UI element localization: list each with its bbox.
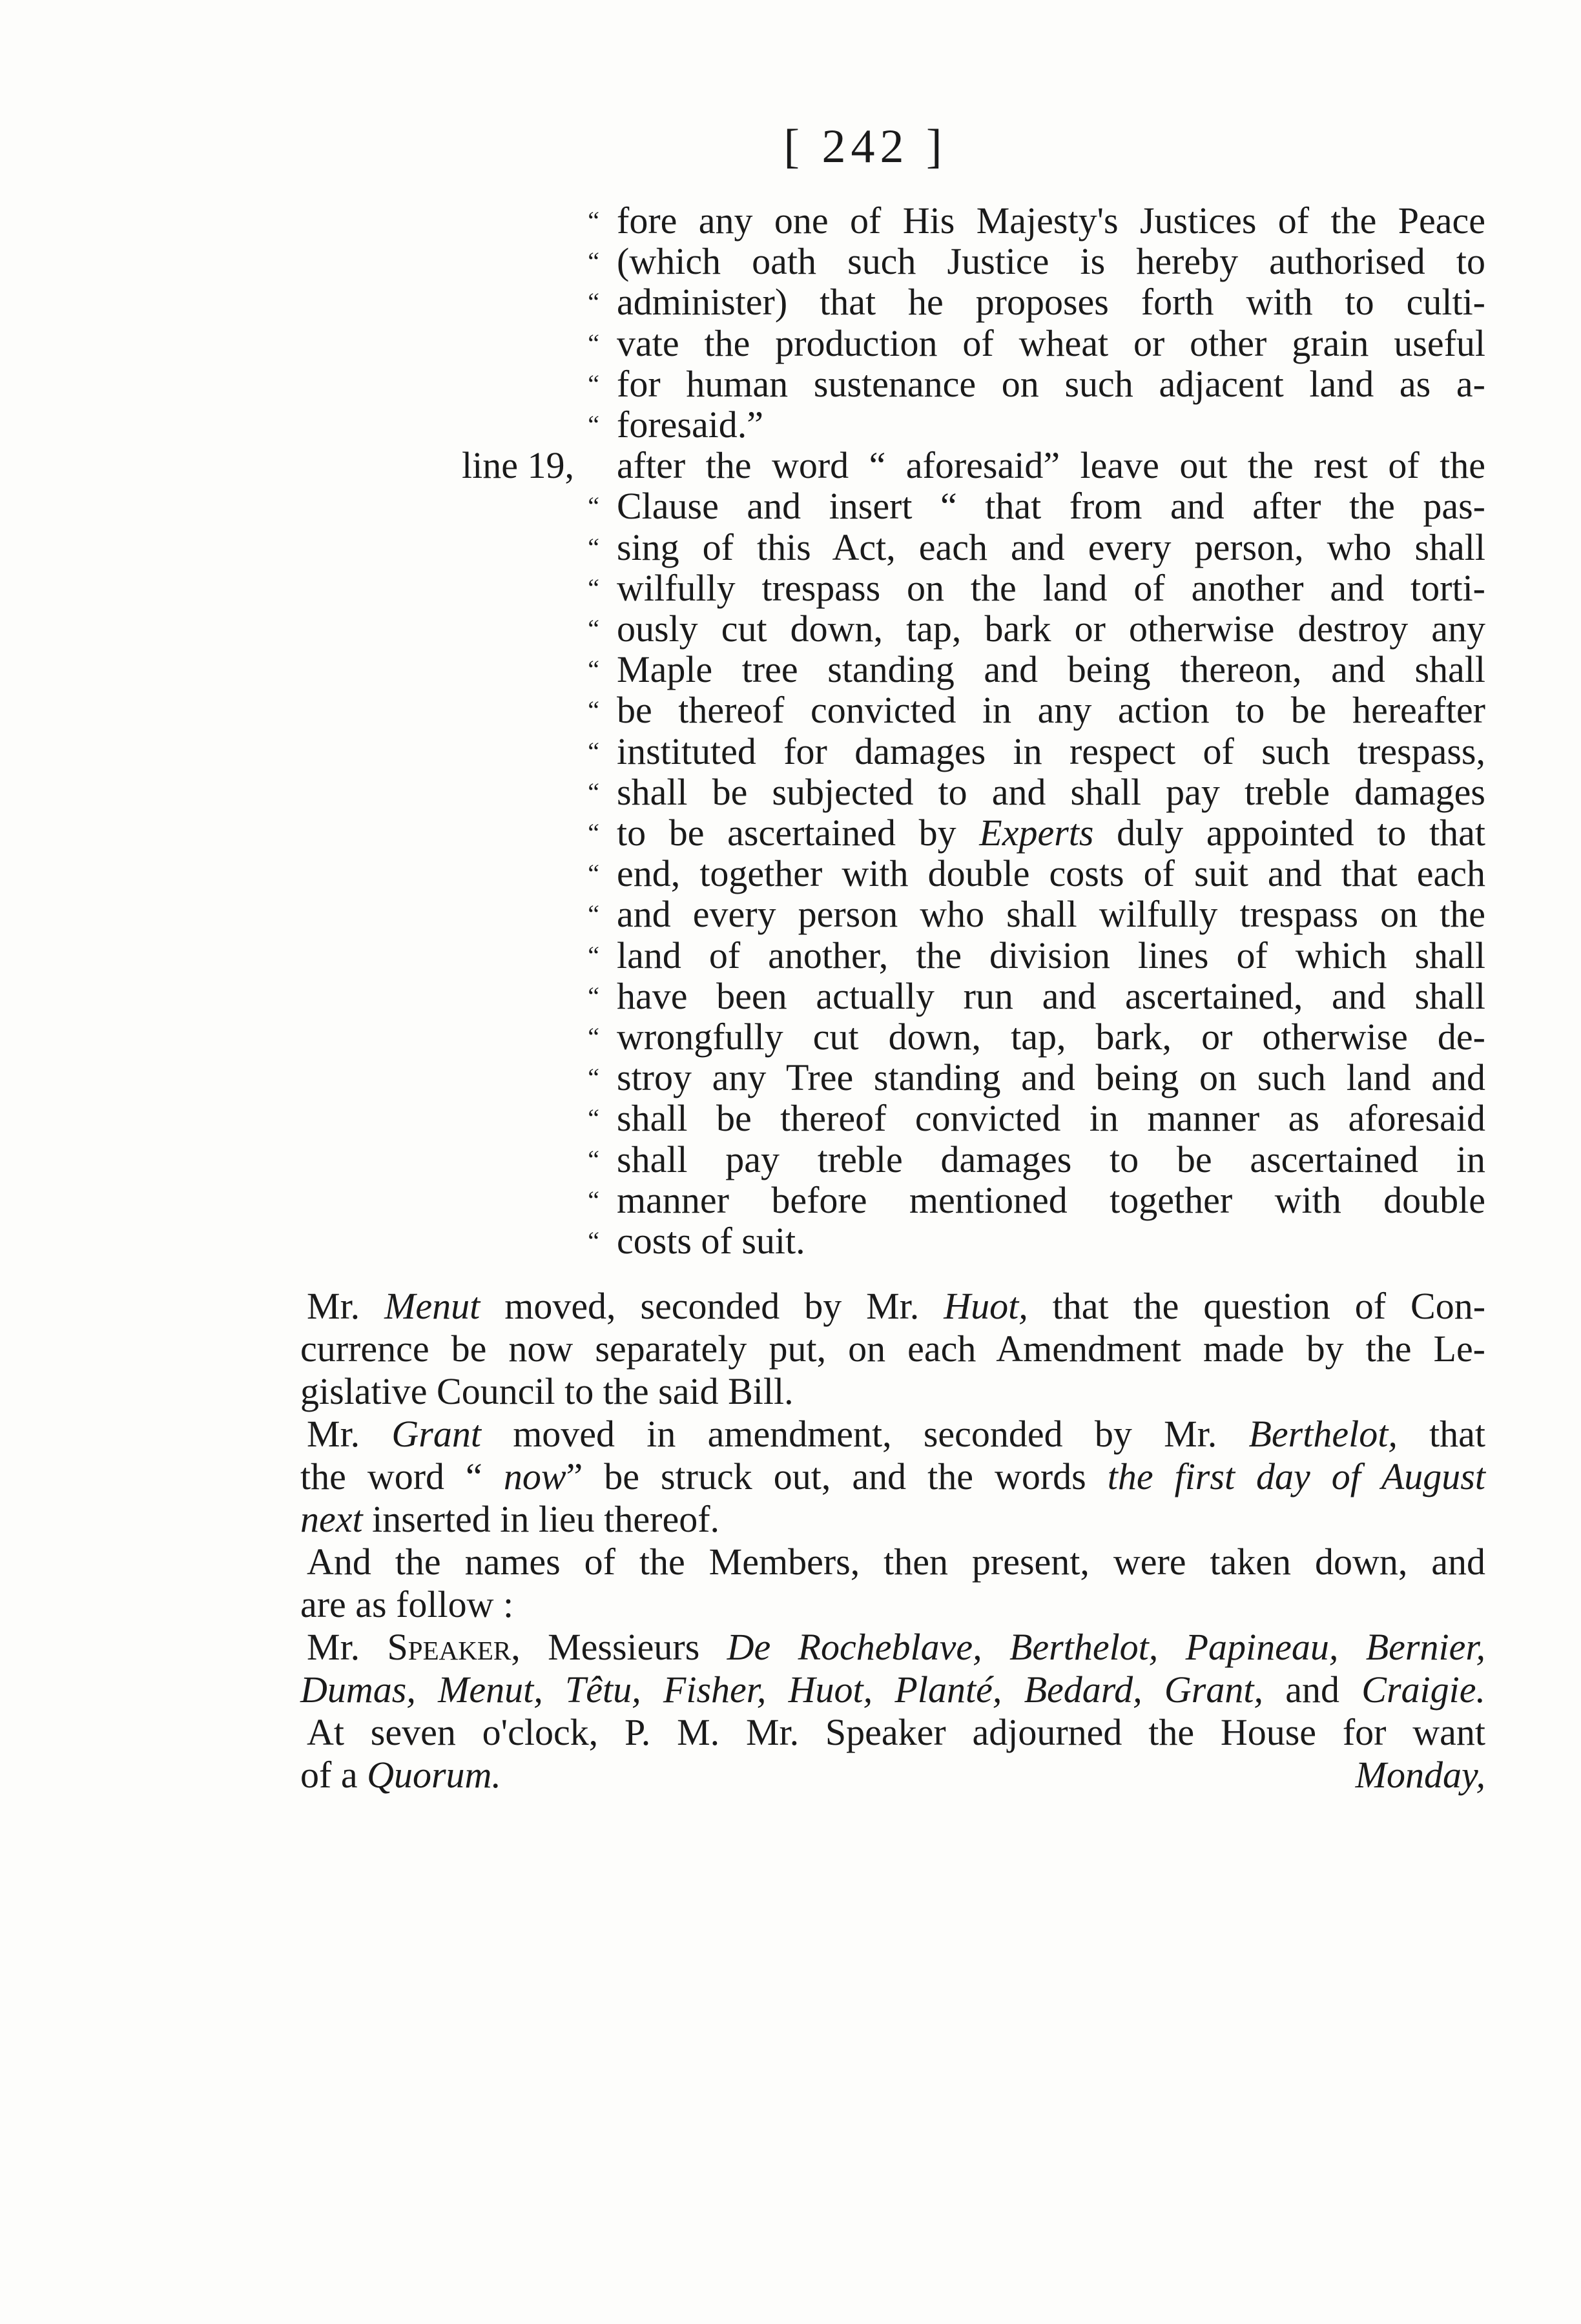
amendment-line bbox=[0, 200, 1581, 242]
text-run: Mr. bbox=[307, 1413, 392, 1455]
amendment-text: end, together with double costs of suit and that each bbox=[617, 852, 1485, 895]
quotation-mark: “ bbox=[588, 695, 599, 725]
amendment-text: wrongfully cut down, tap, bark, or otherwise de- bbox=[617, 1016, 1485, 1058]
paragraph-2-line-3 bbox=[300, 1498, 1485, 1541]
paragraph-3-line-1: And the names of the Members, then present, were taken down, and bbox=[307, 1541, 1485, 1583]
amendment-text: after the word “ aforesaid” leave out the rest of the bbox=[617, 444, 1485, 487]
amendment-text: instituted for damages in respect of such trespass, bbox=[617, 730, 1485, 772]
quotation-mark: “ bbox=[588, 981, 599, 1011]
amendment-line bbox=[0, 894, 1581, 935]
paragraph-1-line-1 bbox=[307, 1285, 1485, 1328]
text-run: and bbox=[1263, 1669, 1362, 1711]
amendment-text: have been actually run and ascertained, and shall bbox=[617, 974, 1485, 1017]
quotation-mark: “ bbox=[588, 287, 599, 317]
paragraph-3-line-2: are as follow : bbox=[300, 1583, 514, 1625]
catchword: Monday, bbox=[1355, 1754, 1485, 1796]
text-run: inserted in lieu thereof. bbox=[362, 1498, 720, 1540]
quotation-mark: “ bbox=[588, 1226, 599, 1255]
amendment-text: wilfully trespass on the land of another and torti- bbox=[617, 566, 1485, 609]
line-reference: line 19, bbox=[462, 444, 574, 487]
amendment-text: and every person who shall wilfully trespass on the bbox=[617, 893, 1485, 936]
amendment-line bbox=[0, 527, 1581, 568]
quotation-mark: “ bbox=[588, 818, 599, 847]
amendment-line bbox=[0, 853, 1581, 894]
amendment-text: manner before mentioned together with double bbox=[617, 1178, 1485, 1221]
paragraph-2-line-1 bbox=[307, 1413, 1485, 1455]
amendment-line bbox=[0, 608, 1581, 650]
quotation-mark: “ bbox=[588, 1144, 599, 1174]
amendment-line bbox=[0, 935, 1581, 976]
quotation-mark: “ bbox=[588, 1063, 599, 1093]
amendment-line bbox=[0, 282, 1581, 323]
amendment-line bbox=[0, 404, 1581, 446]
amendment-line bbox=[0, 1098, 1581, 1139]
amendment-text: administer) that he proposes forth with to culti- bbox=[617, 281, 1485, 324]
amendment-line bbox=[0, 1016, 1581, 1058]
amendment-text: sing of this Act, each and every person, who shall bbox=[617, 526, 1485, 568]
amendment-text: ously cut down, tap, bark or otherwise destroy any bbox=[617, 608, 1485, 650]
text-run: to be ascertained by bbox=[617, 812, 980, 854]
amendment-text: fore any one of His Majesty's Justices of the Peace bbox=[617, 200, 1485, 242]
amendment-line bbox=[0, 568, 1581, 609]
amendment-line bbox=[0, 1057, 1581, 1098]
text-run: , Messieurs bbox=[511, 1626, 727, 1668]
quotation-mark: “ bbox=[588, 940, 599, 970]
member-names: Dumas, Menut, Têtu, Fisher, Huot, Planté, Bedard, Grant, bbox=[300, 1669, 1263, 1711]
quotation-mark: “ bbox=[588, 573, 599, 602]
amendment-line bbox=[0, 364, 1581, 405]
quotation-mark: “ bbox=[588, 900, 599, 929]
member-name: Grant bbox=[391, 1413, 481, 1455]
italic-word: now bbox=[503, 1455, 566, 1497]
quotation-mark: “ bbox=[588, 206, 599, 235]
quotation-mark: “ bbox=[588, 777, 599, 807]
italic-word: next bbox=[300, 1498, 363, 1540]
member-names: De Rocheblave, Berthelot, Papineau, Bernier, bbox=[727, 1626, 1486, 1668]
members-list-line-2 bbox=[300, 1669, 1485, 1711]
paragraph-1-line-2: currence be now separately put, on each Amendment made by the Le- bbox=[300, 1328, 1485, 1370]
amendment-text: land of another, the division lines of which shall bbox=[617, 934, 1485, 976]
amendment-line bbox=[0, 976, 1581, 1017]
quotation-mark: “ bbox=[588, 247, 599, 276]
quotation-mark: “ bbox=[588, 1022, 599, 1051]
amendment-line bbox=[0, 1139, 1581, 1180]
amendment-line bbox=[0, 690, 1581, 731]
text-run: of a bbox=[300, 1754, 367, 1796]
amendment-text bbox=[617, 812, 1485, 854]
amendment-text: stroy any Tree standing and being on such land and bbox=[617, 1056, 1485, 1099]
quotation-mark: “ bbox=[588, 328, 599, 358]
text-run: the word “ bbox=[300, 1455, 504, 1497]
quotation-mark: “ bbox=[588, 1104, 599, 1133]
text-run: Mr. bbox=[307, 1285, 385, 1327]
amendment-text: for human sustenance on such adjacent land as a- bbox=[617, 362, 1485, 405]
quotation-mark: “ bbox=[588, 859, 599, 889]
text-run: moved in amendment, seconded by Mr. bbox=[480, 1413, 1249, 1455]
amendment-line bbox=[0, 241, 1581, 282]
quotation-mark: “ bbox=[588, 614, 599, 643]
amendment-text: foresaid.” bbox=[617, 404, 764, 446]
quotation-mark: “ bbox=[588, 532, 599, 562]
paragraph-5-line-2 bbox=[300, 1754, 1485, 1796]
italic-word: Quorum. bbox=[367, 1754, 501, 1796]
amendment-text: shall be subjected to and shall pay treble damages bbox=[617, 770, 1485, 813]
member-name: Craigie. bbox=[1361, 1669, 1485, 1711]
amendment-line bbox=[0, 1180, 1581, 1221]
amendment-line bbox=[0, 812, 1581, 854]
members-list-line-1 bbox=[307, 1626, 1485, 1669]
member-name: Huot, bbox=[944, 1285, 1028, 1327]
quotation-mark: “ bbox=[588, 655, 599, 684]
text-run: that the question of Con- bbox=[1028, 1285, 1486, 1327]
amendment-text: Clause and insert “ that from and after the pas- bbox=[617, 485, 1485, 528]
amendment-line bbox=[0, 772, 1581, 813]
text-run: duly appointed to that bbox=[1093, 812, 1485, 854]
quotation-mark: “ bbox=[588, 736, 599, 766]
quotation-mark: “ bbox=[588, 1185, 599, 1215]
member-name: Berthelot, bbox=[1248, 1413, 1398, 1455]
amendment-text: Maple tree standing and being thereon, and shall bbox=[617, 648, 1485, 691]
amendment-line bbox=[0, 323, 1581, 364]
paragraph-5-line-1: At seven o'clock, P. M. Mr. Speaker adjourned the House for want bbox=[307, 1711, 1485, 1753]
page-number: [ 242 ] bbox=[783, 120, 947, 173]
italic-phrase: the first day of August bbox=[1107, 1455, 1485, 1497]
text-run: ” be struck out, and the words bbox=[566, 1455, 1108, 1497]
amendment-line bbox=[0, 486, 1581, 527]
quotation-mark: “ bbox=[588, 369, 599, 398]
amendment-text: vate the production of wheat or other grain useful bbox=[617, 322, 1485, 364]
amendment-text: costs of suit. bbox=[617, 1220, 805, 1262]
amendment-text: be thereof convicted in any action to be hereafter bbox=[617, 689, 1485, 732]
italic-word: Experts bbox=[979, 812, 1094, 854]
member-name: Menut bbox=[384, 1285, 480, 1327]
quotation-mark: “ bbox=[588, 491, 599, 521]
amendment-text: (which oath such Justice is hereby authorised to bbox=[617, 240, 1485, 283]
text-run: moved, seconded by Mr. bbox=[480, 1285, 944, 1327]
amendment-line bbox=[0, 731, 1581, 772]
text-run: Mr. bbox=[307, 1626, 388, 1668]
paragraph-1-line-3: gislative Council to the said Bill. bbox=[300, 1370, 794, 1412]
speaker-title: Speaker bbox=[387, 1626, 512, 1668]
amendment-line bbox=[0, 445, 1581, 486]
amendment-text: shall pay treble damages to be ascertained in bbox=[617, 1138, 1485, 1180]
amendment-text: shall be thereof convicted in manner as aforesaid bbox=[617, 1097, 1485, 1140]
amendment-line bbox=[0, 649, 1581, 690]
text-run: that bbox=[1397, 1413, 1486, 1455]
paragraph-2-line-2 bbox=[300, 1455, 1485, 1498]
quotation-mark: “ bbox=[588, 410, 599, 439]
amendment-line bbox=[0, 1220, 1581, 1262]
